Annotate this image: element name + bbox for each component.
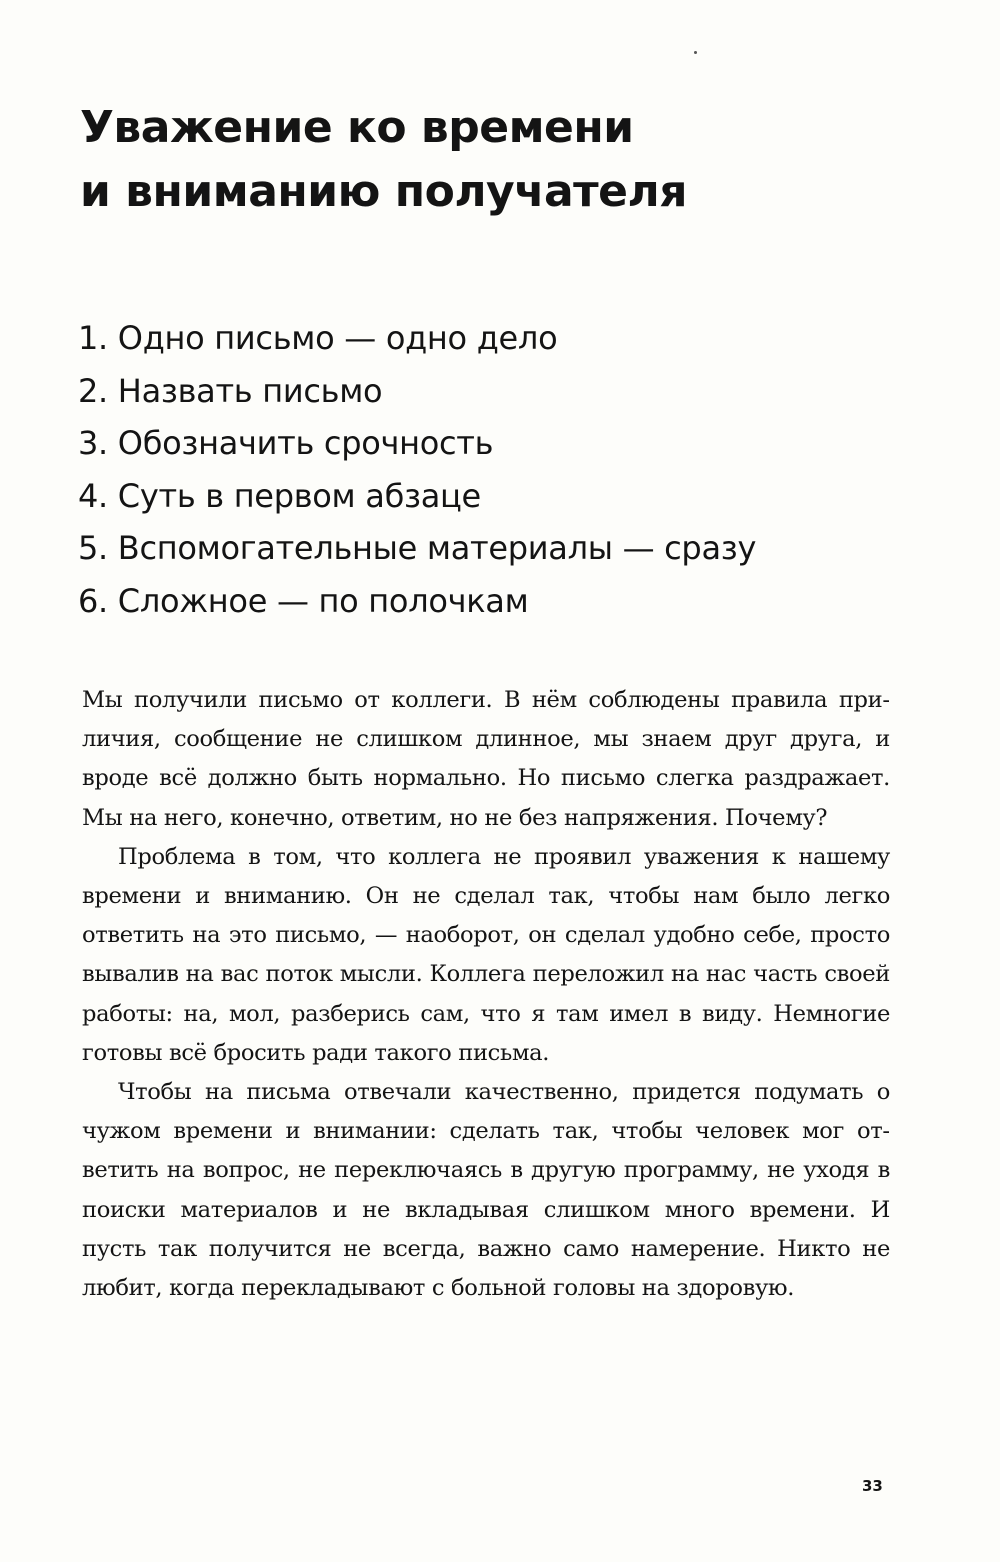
rule-item: 5. Вспомогательные материалы — сразу (78, 529, 757, 568)
rule-item: 3. Обозначить срочность (78, 424, 494, 463)
rule-item: 1. Одно письмо — одно дело (78, 319, 558, 357)
rule-item: 6. Сложное — по полочкам (78, 581, 529, 620)
rules-list (78, 312, 756, 628)
print-speck (694, 51, 697, 54)
section-title-line-1: Уважение ко времени (80, 102, 634, 153)
rule-item: 4. Суть в первом абзаце (78, 476, 481, 515)
body-text (82, 681, 890, 1308)
section-title-line-2: и вниманию получателя (80, 166, 687, 217)
page-number: 33 (862, 1477, 883, 1495)
rule-item: 2. Назвать письмо (78, 371, 383, 410)
paragraph: Мы получили письмо от коллеги. В нём соблюдены правила приличия, сообщение не слишком длинное, мы знаем друг друга, и вроде всё должно быть нормально. Но письмо слегка раздражает. Мы на него, конечно, ответим, но не без напряжения. Почему? (82, 687, 890, 831)
paragraph: Проблема в том, что коллега не проявил уважения к нашему времени и вниманию. Он не сделал так, чтобы нам было легко ответить на это письмо, — наоборот, он сделал удобно себе, просто вывалив на вас поток мысли. Коллега переложил на нас часть своей работы: на, мол, разберись сам, что я там имел в виду. Немногие готовы всё бросить ради такого письма. (82, 843, 890, 1066)
paragraph: Чтобы на письма отвечали качественно, придется подумать о чужом времени и внимании: сделать так, чтобы человек мог ответить на вопрос, не переключаясь в другую программу, не уходя в поиски материалов и не вкладывая слишком много времени. И пусть так получится не всегда, важно само намерение. Никто не любит, когда перекладывают с больной головы на здоровую. (82, 1079, 890, 1302)
section-title (80, 96, 900, 224)
